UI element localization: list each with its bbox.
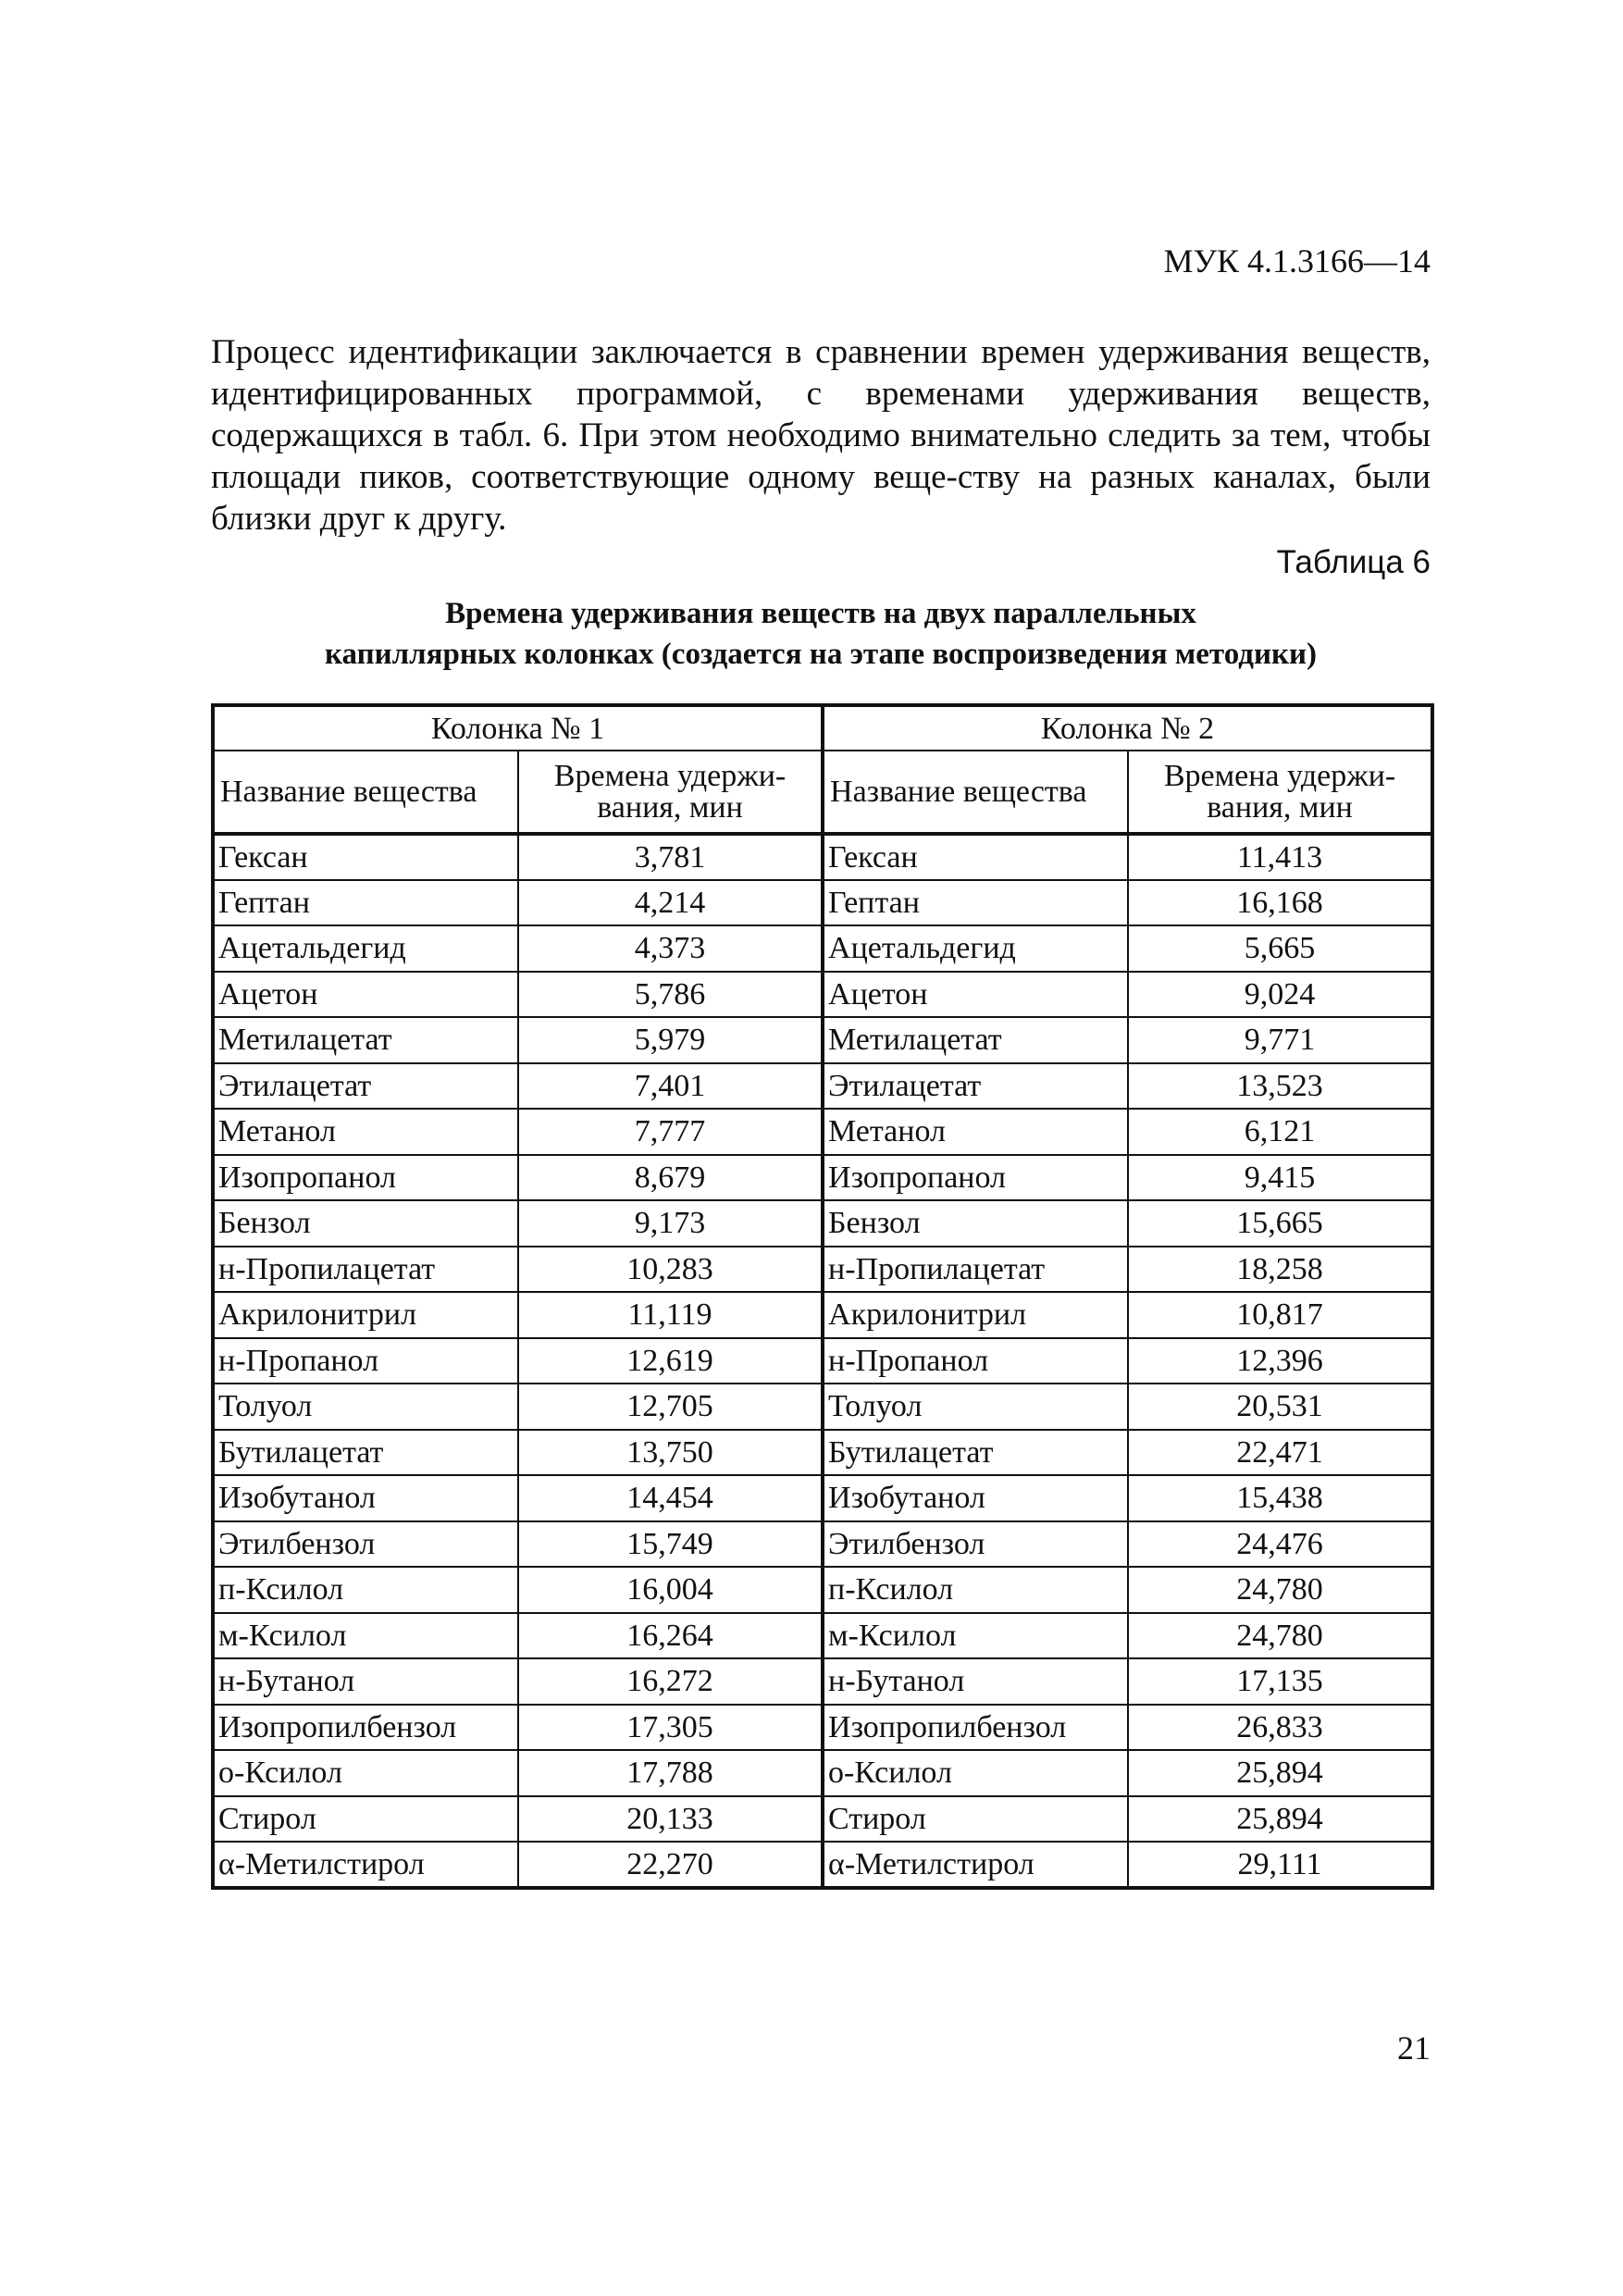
column-2-time-cell: 20,531 [1128, 1384, 1432, 1430]
column-1-substance-cell: н-Бутанол [213, 1658, 518, 1705]
table-title-line-1: Времена удерживания веществ на двух параллельных [445, 597, 1196, 630]
column-2-substance-cell: Метилацетат [823, 1017, 1128, 1063]
table-row [213, 1200, 1432, 1247]
column-1-time-header: Времена удержи-вания, мин [518, 751, 823, 834]
column-1-substance-cell: Акрилонитрил [213, 1292, 518, 1338]
column-2-time-cell: 9,771 [1128, 1017, 1432, 1063]
column-2-substance-cell: н-Пропанол [823, 1338, 1128, 1384]
column-1-time-cell: 5,786 [518, 972, 823, 1018]
column-1-time-cell: 14,454 [518, 1475, 823, 1521]
column-1-substance-cell: Этилбензол [213, 1521, 518, 1568]
column-1-time-cell: 3,781 [518, 834, 823, 880]
column-1-substance-cell: Стирол [213, 1796, 518, 1843]
table-row [213, 1613, 1432, 1659]
table-row [213, 1475, 1432, 1521]
column-2-substance-cell: Гексан [823, 834, 1128, 880]
column-1-time-cell: 22,270 [518, 1842, 823, 1888]
column-1-time-cell: 15,749 [518, 1521, 823, 1568]
column-2-substance-cell: Изопропилбензол [823, 1705, 1128, 1751]
table-title [211, 593, 1431, 675]
column-2-time-cell: 16,168 [1128, 880, 1432, 926]
column-1-substance-cell: Этилацетат [213, 1063, 518, 1110]
column-1-time-cell: 8,679 [518, 1155, 823, 1201]
column-2-substance-cell: Этилбензол [823, 1521, 1128, 1568]
column-1-substance-cell: Ацетальдегид [213, 925, 518, 972]
column-2-time-header: Времена удержи-вания, мин [1128, 751, 1432, 834]
column-1-substance-cell: Толуол [213, 1384, 518, 1430]
table-row [213, 1567, 1432, 1613]
table-row [213, 1796, 1432, 1843]
column-1-time-cell: 7,401 [518, 1063, 823, 1110]
column-2-time-cell: 15,665 [1128, 1200, 1432, 1247]
column-2-substance-cell: п-Ксилол [823, 1567, 1128, 1613]
column-1-substance-cell: Гептан [213, 880, 518, 926]
column-1-time-cell: 16,272 [518, 1658, 823, 1705]
column-1-time-cell: 16,004 [518, 1567, 823, 1613]
column-1-group-header: Колонка № 1 [213, 705, 823, 751]
column-2-time-cell: 11,413 [1128, 834, 1432, 880]
column-1-substance-cell: Метилацетат [213, 1017, 518, 1063]
column-1-substance-cell: Ацетон [213, 972, 518, 1018]
column-1-substance-cell: м-Ксилол [213, 1613, 518, 1659]
column-2-time-cell: 25,894 [1128, 1750, 1432, 1796]
column-2-time-cell: 24,780 [1128, 1567, 1432, 1613]
column-1-time-cell: 11,119 [518, 1292, 823, 1338]
column-2-time-cell: 26,833 [1128, 1705, 1432, 1751]
table-row [213, 1842, 1432, 1888]
column-2-time-cell: 22,471 [1128, 1430, 1432, 1476]
document-code: МУК 4.1.3166—14 [1163, 242, 1431, 279]
table-row [213, 1109, 1432, 1155]
column-1-time-cell: 20,133 [518, 1796, 823, 1843]
column-2-time-cell: 15,438 [1128, 1475, 1432, 1521]
table-row [213, 834, 1432, 880]
column-1-substance-cell: Бензол [213, 1200, 518, 1247]
column-1-substance-cell: п-Ксилол [213, 1567, 518, 1613]
table-row [213, 1430, 1432, 1476]
column-1-time-cell: 12,705 [518, 1384, 823, 1430]
column-2-time-cell: 9,024 [1128, 972, 1432, 1018]
table-row [213, 1705, 1432, 1751]
column-1-time-cell: 10,283 [518, 1247, 823, 1293]
column-1-substance-cell: Изобутанол [213, 1475, 518, 1521]
table-row [213, 1063, 1432, 1110]
column-1-time-cell: 13,750 [518, 1430, 823, 1476]
column-2-time-cell: 29,111 [1128, 1842, 1432, 1888]
table-row [213, 1658, 1432, 1705]
table-row [213, 1155, 1432, 1201]
column-2-time-cell: 13,523 [1128, 1063, 1432, 1110]
column-header-row [213, 751, 1432, 834]
column-1-time-cell: 7,777 [518, 1109, 823, 1155]
column-2-time-cell: 6,121 [1128, 1109, 1432, 1155]
column-1-time-cell: 5,979 [518, 1017, 823, 1063]
column-2-substance-cell: Бутилацетат [823, 1430, 1128, 1476]
column-1-time-cell: 12,619 [518, 1338, 823, 1384]
table-label: Таблица 6 [1276, 544, 1431, 580]
column-2-substance-cell: Акрилонитрил [823, 1292, 1128, 1338]
column-2-substance-cell: Изопропанол [823, 1155, 1128, 1201]
column-1-time-cell: 17,788 [518, 1750, 823, 1796]
column-2-time-cell: 12,396 [1128, 1338, 1432, 1384]
column-2-time-cell: 10,817 [1128, 1292, 1432, 1338]
column-1-substance-cell: н-Пропилацетат [213, 1247, 518, 1293]
column-2-time-cell: 24,780 [1128, 1613, 1432, 1659]
table-row [213, 1384, 1432, 1430]
column-2-time-cell: 9,415 [1128, 1155, 1432, 1201]
column-1-substance-cell: Гексан [213, 834, 518, 880]
column-1-substance-cell: Изопропилбензол [213, 1705, 518, 1751]
table-row [213, 1247, 1432, 1293]
column-2-substance-cell: Изобутанол [823, 1475, 1128, 1521]
column-2-substance-cell: о-Ксилол [823, 1750, 1128, 1796]
column-1-time-cell: 4,373 [518, 925, 823, 972]
page-number: 21 [1397, 2029, 1431, 2066]
table-row [213, 972, 1432, 1018]
column-1-time-cell: 17,305 [518, 1705, 823, 1751]
column-1-time-cell: 16,264 [518, 1613, 823, 1659]
table-title-line-2: капиллярных колонках (создается на этапе воспроизведения методики) [325, 638, 1317, 671]
column-group-header-row [213, 705, 1432, 751]
column-2-substance-cell: н-Пропилацетат [823, 1247, 1128, 1293]
table-row [213, 1292, 1432, 1338]
column-2-time-cell: 17,135 [1128, 1658, 1432, 1705]
table-row [213, 925, 1432, 972]
retention-times-table [211, 703, 1434, 1890]
column-2-substance-cell: α-Метилстирол [823, 1842, 1128, 1888]
column-2-substance-header: Название вещества [823, 751, 1128, 834]
body-paragraph: Процесс идентификации заключается в сравнении времен удерживания веществ, идентифицированных программой, с временами удерживания веществ, содержащихся в табл. 6. При этом необходимо внимательно следить за тем, чтобы площади пиков, соответствующие одному веще-ству на разных каналах, были близки друг к другу. [211, 333, 1431, 538]
table-body [213, 834, 1432, 1888]
table-row [213, 880, 1432, 926]
table-row [213, 1017, 1432, 1063]
column-2-substance-cell: Бензол [823, 1200, 1128, 1247]
column-1-time-cell: 9,173 [518, 1200, 823, 1247]
column-1-substance-cell: Изопропанол [213, 1155, 518, 1201]
column-2-time-cell: 24,476 [1128, 1521, 1432, 1568]
column-1-substance-cell: α-Метилстирол [213, 1842, 518, 1888]
column-1-substance-cell: о-Ксилол [213, 1750, 518, 1796]
column-2-time-cell: 18,258 [1128, 1247, 1432, 1293]
column-2-substance-cell: Метанол [823, 1109, 1128, 1155]
column-1-substance-cell: н-Пропанол [213, 1338, 518, 1384]
table-row [213, 1338, 1432, 1384]
column-2-substance-cell: Гептан [823, 880, 1128, 926]
column-2-substance-cell: м-Ксилол [823, 1613, 1128, 1659]
column-1-substance-cell: Метанол [213, 1109, 518, 1155]
column-2-time-cell: 5,665 [1128, 925, 1432, 972]
column-1-substance-header: Название вещества [213, 751, 518, 834]
column-1-time-cell: 4,214 [518, 880, 823, 926]
column-2-substance-cell: Ацетальдегид [823, 925, 1128, 972]
table-row [213, 1521, 1432, 1568]
table-row [213, 1750, 1432, 1796]
column-2-substance-cell: н-Бутанол [823, 1658, 1128, 1705]
column-2-group-header: Колонка № 2 [823, 705, 1432, 751]
column-1-substance-cell: Бутилацетат [213, 1430, 518, 1476]
column-2-substance-cell: Ацетон [823, 972, 1128, 1018]
column-2-substance-cell: Этилацетат [823, 1063, 1128, 1110]
column-2-time-cell: 25,894 [1128, 1796, 1432, 1843]
column-2-substance-cell: Толуол [823, 1384, 1128, 1430]
column-2-substance-cell: Стирол [823, 1796, 1128, 1843]
